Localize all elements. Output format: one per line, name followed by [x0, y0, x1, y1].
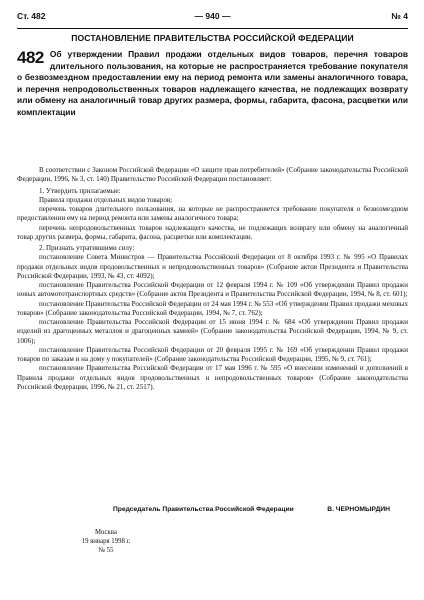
preamble-paragraph: В соответствии с Законом Российской Федерации «О защите прав потребителей» (Собрание законодательства Российской Федерации, 1996, № 3, ст. 140) Правительство Российской Федерации постановляет:: [17, 166, 408, 184]
list-item: перечень товаров длительного пользования, на которые не распространяется требование покупателя о безвозмездном предоставлении ему на период ремонта или замены аналогичного товара;: [17, 205, 408, 223]
clause-2-heading: 2. Признать утратившими силу:: [39, 244, 135, 252]
decree-registration-number: № 55: [98, 547, 114, 554]
government-heading: ПОСТАНОВЛЕНИЕ ПРАВИТЕЛЬСТВА РОССИЙСКОЙ ФЕДЕРАЦИИ: [71, 33, 354, 43]
repealed-act: постановление Совета Министров — Правительства Российской Федерации от 8 октября 1993 г. № 995 «О Правилах продажи отдельных видов продовольственных и непродовольственных товаров» (Собрание актов Президента и Правительства Российской Федерации, 1993, № 43, ст. 4092);: [17, 253, 408, 280]
repealed-act: постановление Правительства Российской Федерации от 12 февраля 1994 г. № 109 «Об утверждении Правил продажи новых автомототранспортных средств» (Собрание актов Президента и Правительства Российской Федерации, 1994, № 8, ст. 601);: [17, 281, 408, 299]
issue-number: № 4: [391, 11, 408, 21]
place-date: 19 января 1998 г.: [81, 538, 131, 545]
article-number: Ст. 482: [17, 11, 46, 21]
list-item: перечень непродовольственных товаров надлежащего качества, не подлежащих возврату или обмену на аналогичный товар других размера, формы, габарита, фасона, расцветки или комплектации.: [17, 223, 408, 241]
decree-number: 482: [17, 48, 44, 67]
repealed-act: постановление Правительства Российской Федерации от 24 мая 1994 г. № 553 «Об утверждении Правил продажи меховых товаров» (Собрание законодательства Российской Федерации, 1994, № 7, ст. 762);: [17, 299, 408, 317]
repealed-act: постановление Правительства Российской Федерации от 15 июня 1994 г. № 684 «Об утверждении Правил продажи изделий из драгоценных металлов и драгоценных камней» (Собрание законодательства Российской Федерации, 1994, № 9, ст. 1006);: [17, 318, 408, 345]
page-header: [17, 11, 408, 25]
signatory-name: В. ЧЕРНОМЫРДИН: [327, 506, 390, 513]
decree-title: Об утверждении Правил продажи отдельных видов товаров, перечня товаров длительного пользования, на которые не распространяется требование покупателя о безвозмездном предоставлении ему на период ремонта или замены аналогичного товара, и перечня непродовольственных товаров надлежащего качества, не подлежащих возврату или обмену на аналогичный товар других размера, формы, габарита, фасона, расцветки или комплектации: [17, 49, 408, 117]
clause-1-heading: 1. Утвердить прилагаемые:: [39, 186, 121, 195]
header-rule: [17, 28, 408, 29]
repealed-act: постановление Правительства Российской Федерации от 17 мая 1996 г. № 595 «О внесении изменений и дополнений в Правила продажи отдельных видов продовольственных и непродовольственных товаров» (Собрание законодательства Российской Федерации, 1996, № 21, ст. 2517).: [17, 364, 408, 391]
decree-body: [17, 166, 408, 392]
repealed-act: постановление Правительства Российской Федерации от 20 февраля 1995 г. № 169 «Об утверждении Правил продажи товаров по заказам и на дому у покупателей» (Собрание законодательства Российской Федерации, 1995, № 9, ст. 761);: [17, 345, 408, 363]
page-number: — 940 —: [194, 11, 231, 21]
signature-line: [17, 506, 408, 518]
place-city: Москва: [95, 529, 117, 536]
list-item: Правила продажи отдельных видов товаров;: [39, 195, 173, 204]
signatory-position: Председатель Правительства Российской Федерации: [113, 506, 294, 513]
decree-title-block: [17, 49, 408, 118]
